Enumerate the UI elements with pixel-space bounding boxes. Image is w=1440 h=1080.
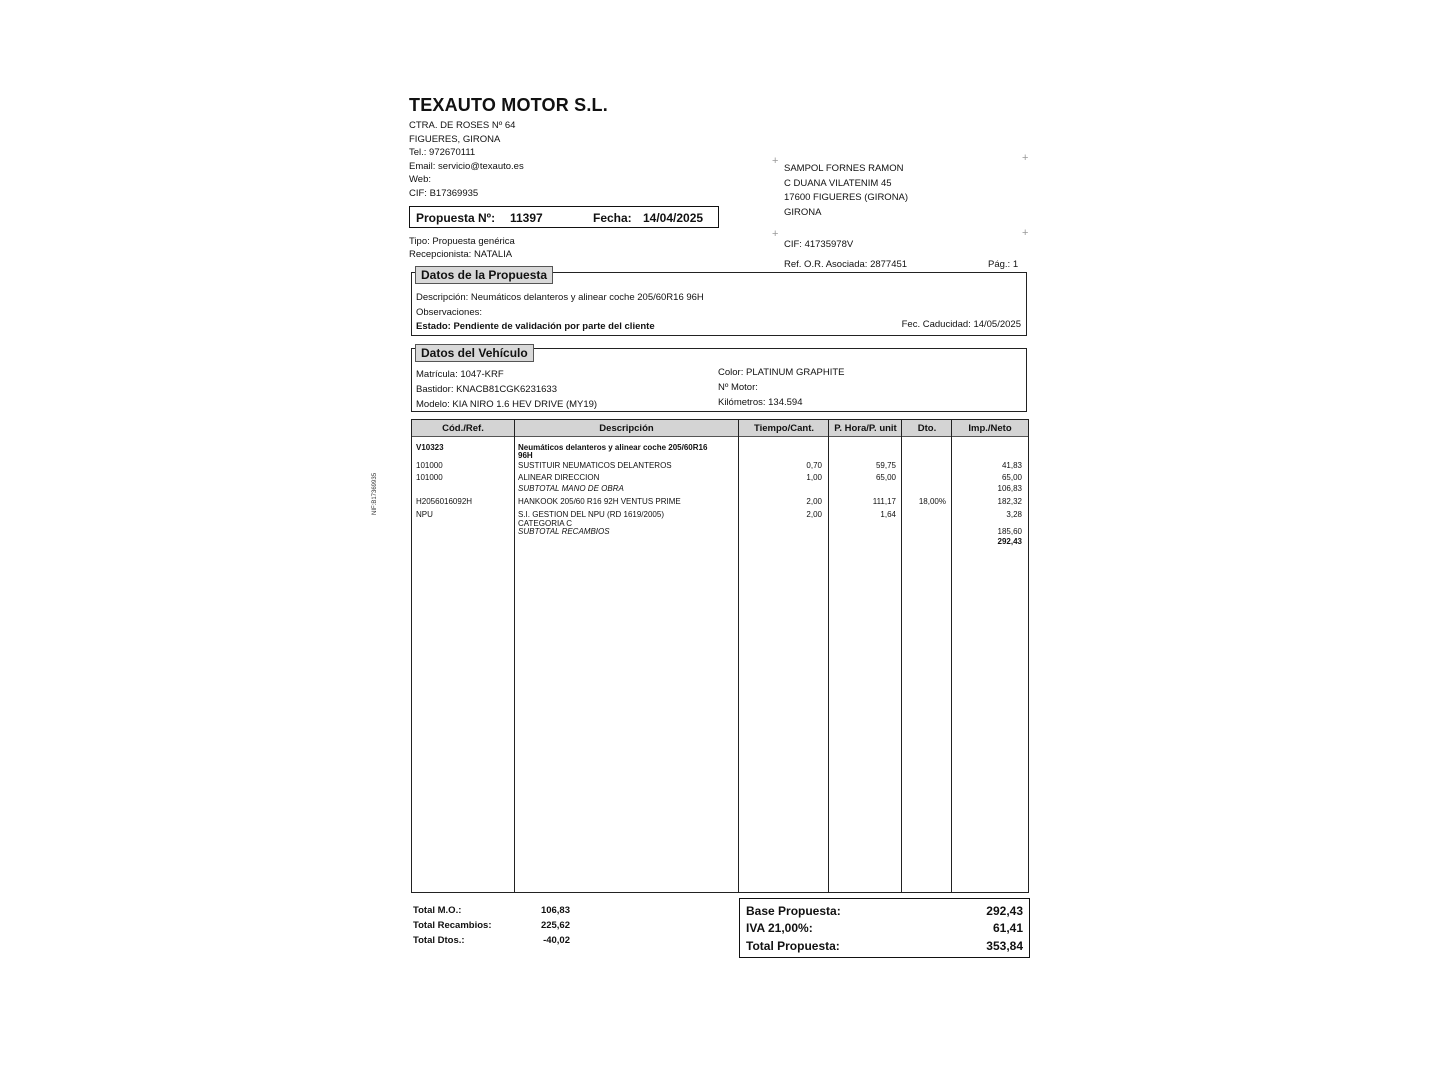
page-number: Pág.: 1 xyxy=(988,259,1019,270)
col-header-code: Cód./Ref. xyxy=(412,420,514,437)
total-left-value: 106,83 xyxy=(540,905,570,916)
table-cell-net: 41,83 xyxy=(1001,461,1022,470)
company-tel: Tel.: 972670111 xyxy=(409,147,476,159)
total-value: 353,84 xyxy=(986,939,1023,953)
table-cell-qty: 1,00 xyxy=(806,473,822,482)
table-cell-net: 106,83 xyxy=(997,484,1022,493)
crop-mark-icon: + xyxy=(772,155,779,167)
table-cell-net: 185,60 xyxy=(997,527,1022,536)
vehicle-color: Color: PLATINUM GRAPHITE xyxy=(718,367,845,378)
col-header-price: P. Hora/P. unit xyxy=(829,420,902,437)
vehicle-engine: Nº Motor: xyxy=(718,382,758,393)
vehicle-model: Modelo: KIA NIRO 1.6 HEV DRIVE (MY19) xyxy=(416,399,598,410)
vehicle-km: Kilómetros: 134.594 xyxy=(718,397,803,408)
proposal-observations: Observaciones: xyxy=(416,307,483,318)
side-tax-id: NIF:B17369935 xyxy=(372,472,378,515)
table-cell-code: V10323 xyxy=(416,443,444,452)
column-divider xyxy=(901,420,902,892)
table-cell-desc: SUBTOTAL RECAMBIOS xyxy=(518,527,610,536)
table-cell-desc: SUBTOTAL MANO DE OBRA xyxy=(518,484,624,493)
crop-mark-icon: + xyxy=(1022,227,1029,239)
table-cell-dto: 18,00% xyxy=(918,497,946,506)
total-left-label: Total Recambios: xyxy=(413,920,492,931)
table-cell-code: H2056016092H xyxy=(416,497,473,506)
vehicle-plate: Matrícula: 1047-KRF xyxy=(416,369,504,380)
vehicle-data-title: Datos del Vehículo xyxy=(415,344,534,362)
proposal-date-label: Fecha: xyxy=(593,211,632,225)
col-header-discount: Dto. xyxy=(902,420,952,437)
company-web: Web: xyxy=(409,174,432,186)
proposal-type: Tipo: Propuesta genérica xyxy=(409,236,515,247)
proposal-date: 14/04/2025 xyxy=(643,211,704,225)
col-header-net: Imp./Neto xyxy=(952,420,1028,437)
table-cell-desc: Neumáticos delanteros y alinear coche 205/60R16 xyxy=(518,443,708,452)
proposal-number: 11397 xyxy=(510,211,543,225)
table-cell-price: 111,17 xyxy=(872,497,896,506)
iva-label: IVA 21,00%: xyxy=(746,921,813,935)
total-left-label: Total Dtos.: xyxy=(413,935,465,946)
client-cif: CIF: 41735978V xyxy=(784,239,854,250)
table-cell-qty: 0,70 xyxy=(806,461,822,470)
client-address-block xyxy=(784,161,908,219)
table-cell-desc: S.I. GESTION DEL NPU (RD 1619/2005) xyxy=(518,510,664,519)
total-row-total xyxy=(746,939,1023,955)
proposal-data-title: Datos de la Propuesta xyxy=(415,266,553,284)
table-cell-code: 101000 xyxy=(416,473,443,482)
table-cell-qty: 2,00 xyxy=(806,510,822,519)
total-left-label: Total M.O.: xyxy=(413,905,462,916)
table-cell-price: 59,75 xyxy=(875,461,896,470)
company-city: FIGUERES, GIRONA xyxy=(409,133,501,145)
company-details xyxy=(409,119,524,201)
company-email: Email: servicio@texauto.es xyxy=(409,160,524,172)
client-name: SAMPOL FORNES RAMON xyxy=(784,163,904,174)
table-cell-net: 65,00 xyxy=(1001,473,1022,482)
total-left-value: 225,62 xyxy=(540,920,570,931)
totals-box xyxy=(739,898,1030,958)
proposal-status: Estado: Pendiente de validación por parte del cliente xyxy=(416,321,655,332)
company-name: TEXAUTO MOTOR S.L. xyxy=(409,95,608,115)
iva-value: 61,41 xyxy=(992,921,1023,935)
base-value: 292,43 xyxy=(986,904,1023,918)
table-cell-price: 65,00 xyxy=(875,473,896,482)
table-cell-desc: 96H xyxy=(518,451,533,460)
company-cif: CIF: B17369935 xyxy=(409,187,479,199)
total-label: Total Propuesta: xyxy=(746,939,840,953)
client-city: 17600 FIGUERES (GIRONA) xyxy=(784,192,909,204)
total-row-base xyxy=(746,904,1023,920)
proposal-expiry: Fec. Caducidad: 14/05/2025 xyxy=(901,319,1021,330)
table-cell-code: 101000 xyxy=(416,461,443,470)
table-cell-net: 3,28 xyxy=(1006,510,1022,519)
vehicle-vin: Bastidor: KNACB81CGK6231633 xyxy=(416,384,557,395)
col-header-qty: Tiempo/Cant. xyxy=(739,420,829,437)
table-cell-desc: ALINEAR DIRECCION xyxy=(518,473,600,482)
total-left-value: -40,02 xyxy=(543,935,570,946)
column-divider xyxy=(738,420,739,892)
proposal-description: Descripción: Neumáticos delanteros y alinear coche 205/60R16 96H xyxy=(416,292,704,303)
items-table xyxy=(411,419,1029,893)
table-cell-qty: 2,00 xyxy=(806,497,822,506)
crop-mark-icon: + xyxy=(1022,152,1029,164)
table-cell-net: 292,43 xyxy=(997,537,1022,546)
client-street: C DUANA VILATENIM 45 xyxy=(784,177,892,189)
base-label: Base Propuesta: xyxy=(746,904,841,918)
table-cell-price: 1,64 xyxy=(880,510,896,519)
column-divider xyxy=(514,420,515,892)
crop-mark-icon: + xyxy=(772,228,779,240)
col-header-description: Descripción xyxy=(514,420,739,437)
column-divider xyxy=(828,420,829,892)
column-divider xyxy=(951,420,952,892)
table-cell-net: 182,32 xyxy=(997,497,1022,506)
proposal-receptionist: Recepcionista: NATALIA xyxy=(409,249,513,260)
table-cell-desc: CATEGORIA C xyxy=(518,519,573,528)
table-cell-code: NPU xyxy=(416,510,433,519)
company-address: CTRA. DE ROSES Nº 64 xyxy=(409,120,516,131)
proposal-number-label: Propuesta Nº: xyxy=(416,211,496,225)
client-ref: Ref. O.R. Asociada: 2877451 xyxy=(784,259,908,270)
proposal-box xyxy=(409,206,719,228)
client-province: GIRONA xyxy=(784,206,822,218)
total-row-iva xyxy=(746,921,1023,937)
table-cell-desc: HANKOOK 205/60 R16 92H VENTUS PRIME xyxy=(518,497,681,506)
table-cell-desc: SUSTITUIR NEUMATICOS DELANTEROS xyxy=(518,461,672,470)
